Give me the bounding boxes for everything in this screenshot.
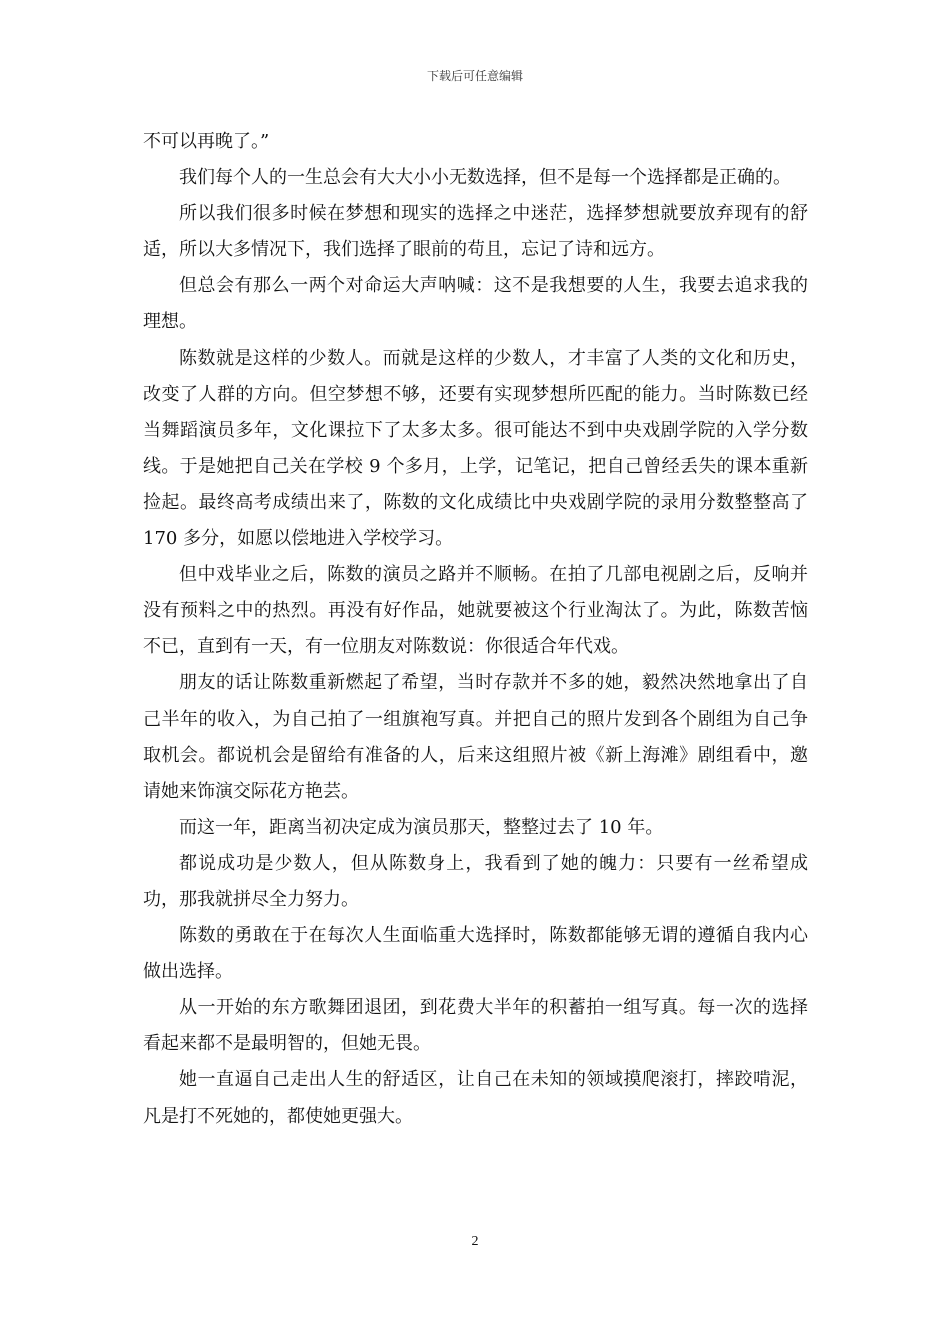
paragraph: 所以我们很多时候在梦想和现实的选择之中迷茫，选择梦想就要放弃现有的舒适，所以大多情况下，我们选择了眼前的苟且，忘记了诗和远方。	[143, 203, 808, 261]
paragraph: 都说成功是少数人，但从陈数身上，我看到了她的魄力：只要有一丝希望成功，那我就拼尽全力努力。	[143, 852, 808, 910]
paragraph: 我们每个人的一生总会有大大小小无数选择，但不是每一个选择都是正确的。	[179, 167, 791, 189]
paragraph: 朋友的话让陈数重新燃起了希望，当时存款并不多的她，毅然决然地拿出了自己半年的收入，为自己拍了一组旗袍写真。并把自己的照片发到各个剧组为自己争取机会。都说机会是留给有准备的人，后来这组照片被《新上海滩》剧组看中，邀请她来饰演交际花方艳芸。	[143, 672, 808, 802]
paragraph: 她一直逼自己走出人生的舒适区，让自己在未知的领域摸爬滚打，摔跤啃泥，凡是打不死她的，都使她更强大。	[143, 1069, 808, 1127]
paragraph: 不可以再晚了。”	[143, 131, 270, 152]
page-header: 下载后可任意编辑	[426, 69, 523, 83]
paragraph: 而这一年，距离当初决定成为演员那天，整整过去了 10 年。	[179, 816, 664, 838]
paragraph: 但中戏毕业之后，陈数的演员之路并不顺畅。在拍了几部电视剧之后，反响并没有预料之中的热烈。再没有好作品，她就要被这个行业淘汰了。为此，陈数苦恼不已，直到有一天，有一位朋友对陈数说：你很适合年代戏。	[143, 564, 808, 658]
paragraph: 从一开始的东方歌舞团退团，到花费大半年的积蓄拍一组写真。每一次的选择看起来都不是最明智的，但她无畏。	[143, 997, 808, 1055]
page-number: 2	[471, 1234, 479, 1249]
paragraph: 陈数的勇敢在于在每次人生面临重大选择时，陈数都能够无谓的遵循自我内心做出选择。	[143, 925, 808, 983]
body-text	[143, 124, 808, 1135]
paragraph: 陈数就是这样的少数人。而就是这样的少数人，才丰富了人类的文化和历史，改变了人群的方向。但空梦想不够，还要有实现梦想所匹配的能力。当时陈数已经当舞蹈演员多年，文化课拉下了太多太多。很可能达不到中央戏剧学院的入学分数线。于是她把自己关在学校 9 个多月，上学，记笔记，把自己曾经丢失的课本重新捡起。最终高考成绩出来了，陈数的文化成绩比中央戏剧学院的录用分数整整高了 170 多分，如愿以偿地进入学校学习。	[143, 347, 808, 550]
paragraph: 但总会有那么一两个对命运大声呐喊：这不是我想要的人生，我要去追求我的理想。	[143, 275, 808, 333]
